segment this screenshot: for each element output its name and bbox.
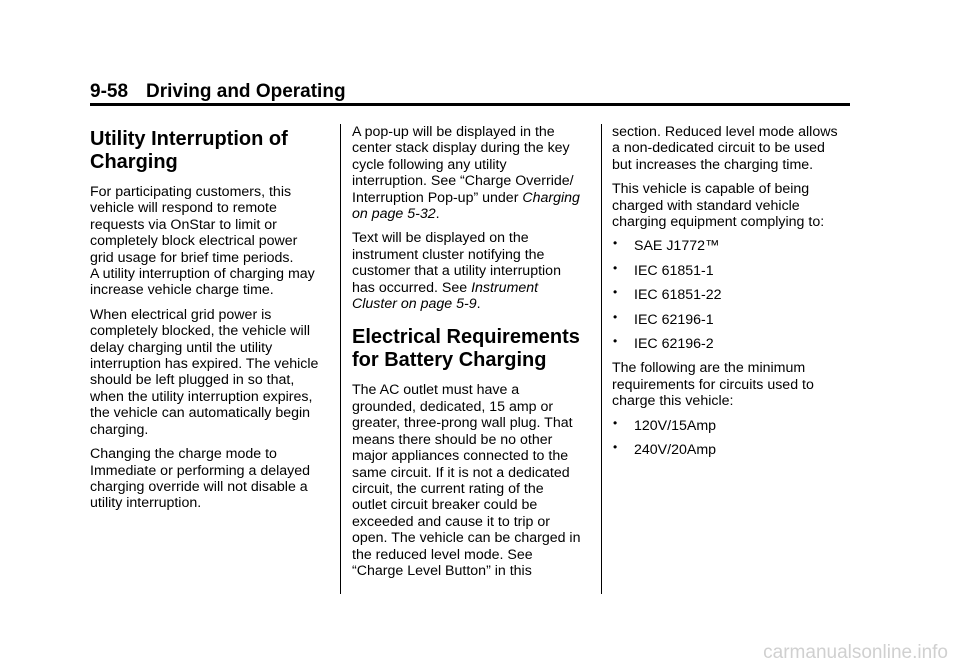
bullet-icon: • [613, 236, 618, 251]
column-divider-right [601, 124, 602, 594]
page-number: 9-58 [90, 81, 129, 102]
cross-reference-link[interactable]: Cluster on page 5-9 [352, 296, 477, 313]
paragraph: Text will be displayed on the instrument cluster notifying the customer that a utility interruption has occurred. See Instrument Cluster on page 5-9. [352, 230, 561, 313]
list-item: • SAE J1772™ [613, 236, 720, 255]
column-2 [352, 124, 596, 587]
header-rule [90, 103, 850, 106]
list-item: • 120V/15Amp [613, 415, 717, 434]
bullet-icon: • [613, 285, 618, 300]
bullet-icon: • [613, 334, 618, 349]
paragraph: section. Reduced level mode allows a non-dedicated circuit to be used but increases the charging time. [612, 124, 838, 173]
list-item: • IEC 61851-1 [613, 260, 714, 279]
list-item: • IEC 62196-2 [613, 334, 714, 353]
bullet-icon: • [613, 309, 618, 324]
paragraph: The following are the minimum requirements for circuits used to charge this vehicle: [612, 360, 814, 410]
list-item: • IEC 62196-1 [613, 309, 714, 328]
paragraph: This vehicle is capable of being charged with standard vehicle charging equipment complying to: [612, 181, 825, 231]
paragraph: When electrical grid power is completely blocked, the vehicle will delay charging until the utility interruption has expired. The vehicle should be left plugged in so that, when the utility interruption expires, the vehicle can automatically begin charging. [90, 306, 319, 438]
column-3 [612, 124, 856, 467]
bullet-icon: • [613, 415, 618, 430]
watermark: carmanualsonline.info [763, 642, 948, 663]
list-item: • IEC 61851-22 [613, 285, 722, 304]
bullet-icon: • [613, 440, 618, 455]
section-title-utility-interruption: Utility Interruption of Charging [90, 128, 288, 173]
circuit-requirements-list [612, 415, 856, 459]
paragraph: The AC outlet must have a grounded, dedicated, 15 amp or greater, three-prong wall plug. That means there should be no other major appliances connected to the same circuit. If it is not a dedicated circuit, the current rating of the outlet circuit breaker could be exceeded and cause it to trip or open. The vehicle can be charged in the reduced level mode. See “Charge Level Button” in this [352, 382, 581, 579]
paragraph: For participating customers, this vehicle will respond to remote requests via OnStar to limit or completely block electrical power grid usage for brief time periods. A utility interruption of charging may increase vehicle charge time. [90, 184, 315, 299]
bullet-icon: • [613, 260, 618, 275]
column-1 [90, 124, 334, 520]
page-header [90, 80, 346, 104]
paragraph: Changing the charge mode to Immediate or performing a delayed charging override will not disable a utility interruption. [90, 446, 311, 512]
cross-reference-link[interactable]: Instrument [471, 279, 539, 296]
standards-list [612, 238, 856, 352]
list-item: • 240V/20Amp [613, 440, 717, 459]
paragraph: A pop-up will be displayed in the center stack display during the key cycle following any utility interruption. See “Charge Override/ Interruption Pop-up” under Charging on page 5-32. [352, 124, 580, 223]
column-divider-left [340, 124, 341, 594]
section-title-electrical-requirements: Electrical Requirements for Battery Charging [352, 326, 580, 372]
cross-reference-link[interactable]: on page 5-32 [352, 206, 436, 223]
chapter-title: Driving and Operating [146, 81, 346, 102]
cross-reference-link[interactable]: Charging [522, 189, 580, 206]
